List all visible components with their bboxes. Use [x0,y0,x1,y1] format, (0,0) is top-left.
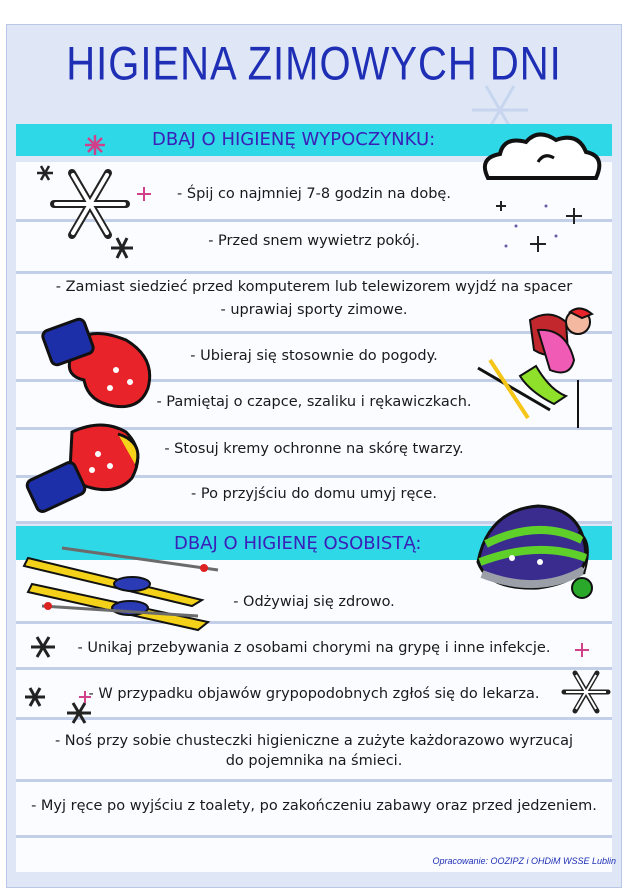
list-item: - uprawiaj sporty zimowe. [220,302,408,318]
section-heading-rest: DBAJ O HIGIENĘ WYPOCZYNKU: [152,129,436,150]
pink-snowflake-icon [78,690,92,704]
row-background [16,720,612,782]
small-snowflake-icon [24,686,46,708]
section-heading-hygiene: DBAJ O HIGIENĘ OSOBISTĄ: [174,533,422,554]
list-item: - Śpij co najmniej 7-8 godzin na dobę. [177,186,451,202]
list-item: - Przed snem wywietrz pokój. [208,233,420,249]
skier-icon [470,300,600,432]
pink-snowflake-icon [574,642,590,658]
list-item: - Unikaj przebywania z osobami chorymi na grypę i inne infekcje. [77,640,551,656]
list-item: - Myj ręce po wyjściu z toalety, po zakończeniu zabawy oraz przed jedzeniem. [31,798,597,814]
mitten-icon [36,310,160,414]
list-item: - Odżywiaj się zdrowo. [233,594,395,610]
pink-snowflake-icon [84,134,106,156]
snowflake-icon [560,666,612,718]
list-item: - Ubieraj się stosownie do pogody. [190,348,438,364]
mitten-icon [22,412,146,514]
poster-title: HIGIENA ZIMOWYCH DNI [66,38,562,90]
small-snowflake-icon [110,236,134,260]
list-item: do pojemnika na śmieci. [225,753,403,769]
small-snowflake-icon [36,164,54,182]
list-item: - Po przyjściu do domu umyj ręce. [191,486,437,502]
list-item: - Noś przy sobie chusteczki higieniczne a zużyte każdorazowo wyrzucaj [54,733,574,749]
cloud-icon [478,128,608,192]
falling-snow-icon [486,196,596,260]
snowflake-icon [48,162,132,246]
list-item: - W przypadku objawów grypopodobnych zgłoś się do lekarza. [88,686,540,702]
list-item: - Pamiętaj o czapce, szaliku i rękawiczkach. [156,394,472,410]
list-item: - Stosuj kremy ochronne na skórę twarzy. [164,441,464,457]
list-item: - Zamiast siedzieć przed komputerem lub telewizorem wyjdź na spacer [55,279,573,295]
credits-footer: Opracowanie: OOZIPZ i OHDiM WSSE Lublin [432,856,616,866]
skis-icon [22,544,222,640]
small-snowflake-icon [30,634,56,660]
row-background [16,838,612,872]
winter-hat-icon [468,500,608,610]
pink-snowflake-icon [136,186,152,202]
